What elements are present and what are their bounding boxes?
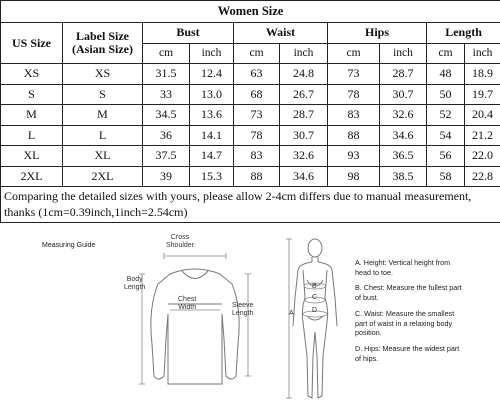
legend-waist: C. Waist: Measure the smallest part of waist in a relaxing body position. (355, 308, 455, 338)
legend-hips: D. Hips: Measure the widest part of hips. (355, 344, 460, 363)
cell-us-size: L (1, 125, 63, 146)
cell-waist-cm: 68 (234, 84, 280, 105)
cell-label-size: XL (63, 146, 143, 167)
cross-shoulder-label: Cross Shoulder (166, 234, 195, 249)
cell-waist-cm: 78 (234, 125, 280, 146)
cell-waist-cm: 63 (234, 64, 280, 85)
cell-waist-inch: 32.6 (280, 146, 328, 167)
header-bust: Bust (143, 23, 234, 44)
cell-length-cm: 48 (427, 64, 465, 85)
table-row (1, 166, 500, 187)
cell-label-size: S (63, 84, 143, 105)
header-length: Length (427, 23, 500, 44)
cell-bust-cm: 33 (143, 84, 190, 105)
cell-waist-inch: 26.7 (280, 84, 328, 105)
unit-cm: cm (427, 43, 465, 64)
cell-length-inch: 22.0 (465, 146, 500, 167)
cell-waist-cm: 83 (234, 146, 280, 167)
cell-label-size: M (63, 105, 143, 126)
legend-height: A. Height: Vertical height from head to toe. (355, 258, 451, 277)
unit-inch: inch (380, 43, 427, 64)
cell-us-size: XL (1, 146, 63, 167)
cell-hips-cm: 93 (328, 146, 380, 167)
unit-inch: inch (190, 43, 234, 64)
letter-d: D (312, 307, 318, 314)
cell-hips-inch: 32.6 (380, 105, 427, 126)
table-row (1, 105, 500, 126)
cell-hips-cm: 88 (328, 125, 380, 146)
cell-length-cm: 54 (427, 125, 465, 146)
letter-a: A (289, 310, 294, 317)
header-us-size: US Size (1, 23, 63, 64)
header-waist: Waist (234, 23, 328, 44)
cell-waist-inch: 34.6 (280, 166, 328, 187)
table-title: Women Size (1, 1, 500, 23)
header-label-size: Label Size (Asian Size) (63, 23, 143, 64)
cell-length-inch: 20.4 (465, 105, 500, 126)
cell-hips-inch: 34.6 (380, 125, 427, 146)
cell-hips-cm: 78 (328, 84, 380, 105)
garment-diagram (120, 234, 270, 404)
cell-bust-cm: 36 (143, 125, 190, 146)
unit-inch: inch (280, 43, 328, 64)
table-row (1, 125, 500, 146)
cell-waist-inch: 28.7 (280, 105, 328, 126)
cell-bust-cm: 34.5 (143, 105, 190, 126)
cell-hips-inch: 36.5 (380, 146, 427, 167)
cell-label-size: XS (63, 64, 143, 85)
unit-inch: inch (465, 43, 500, 64)
measurement-note: Comparing the detailed sizes with yours, please allow 2-4cm differs due to manual measurement, thanks (1cm=0.39inch,1inch=2.54cm) (1, 187, 500, 223)
cell-waist-cm: 88 (234, 166, 280, 187)
cell-bust-inch: 15.3 (190, 166, 234, 187)
legend-chest: B. Chest: Measure the fullest part of bust. (355, 283, 462, 303)
cell-hips-inch: 30.7 (380, 84, 427, 105)
cell-hips-cm: 83 (328, 105, 380, 126)
cell-length-cm: 52 (427, 105, 465, 126)
measuring-guide (0, 232, 500, 408)
cell-label-size: 2XL (63, 166, 143, 187)
garment-collar (182, 271, 208, 279)
body-figure (285, 236, 345, 406)
cell-us-size: S (1, 84, 63, 105)
table-row (1, 146, 500, 167)
body-length-label: Body Length (124, 276, 146, 291)
cell-length-inch: 21.2 (465, 125, 500, 146)
cell-us-size: XS (1, 64, 63, 85)
cell-bust-cm: 31.5 (143, 64, 190, 85)
cell-bust-inch: 12.4 (190, 64, 234, 85)
cell-length-cm: 56 (427, 146, 465, 167)
cell-length-inch: 19.7 (465, 84, 500, 105)
cell-bust-inch: 13.0 (190, 84, 234, 105)
cell-hips-cm: 98 (328, 166, 380, 187)
cell-length-inch: 22.8 (465, 166, 500, 187)
guide-title: Measuring Guide (42, 242, 96, 249)
cell-hips-cm: 73 (328, 64, 380, 85)
sleeve-length-label: Sleeve Length (232, 302, 254, 317)
cell-length-cm: 50 (427, 84, 465, 105)
cell-us-size: 2XL (1, 166, 63, 187)
measurement-legend (355, 258, 495, 363)
header-hips: Hips (328, 23, 427, 44)
cell-waist-inch: 24.8 (280, 64, 328, 85)
letter-b: B (312, 283, 317, 290)
unit-cm: cm (328, 43, 380, 64)
cell-hips-inch: 28.7 (380, 64, 427, 85)
cell-label-size: L (63, 125, 143, 146)
table-row (1, 84, 500, 105)
unit-cm: cm (143, 43, 190, 64)
cell-length-inch: 18.9 (465, 64, 500, 85)
cell-bust-cm: 39 (143, 166, 190, 187)
cell-us-size: M (1, 105, 63, 126)
chest-width-label: Chest Width (178, 296, 197, 311)
cell-hips-inch: 38.5 (380, 166, 427, 187)
cell-bust-inch: 14.1 (190, 125, 234, 146)
cell-bust-inch: 14.7 (190, 146, 234, 167)
head-outline (308, 239, 322, 257)
cell-waist-inch: 30.7 (280, 125, 328, 146)
table-row (1, 64, 500, 85)
cell-waist-cm: 73 (234, 105, 280, 126)
cell-bust-inch: 13.6 (190, 105, 234, 126)
cell-bust-cm: 37.5 (143, 146, 190, 167)
garment-outline (151, 269, 239, 384)
letter-c: C (312, 294, 318, 301)
unit-cm: cm (234, 43, 280, 64)
cell-length-cm: 58 (427, 166, 465, 187)
